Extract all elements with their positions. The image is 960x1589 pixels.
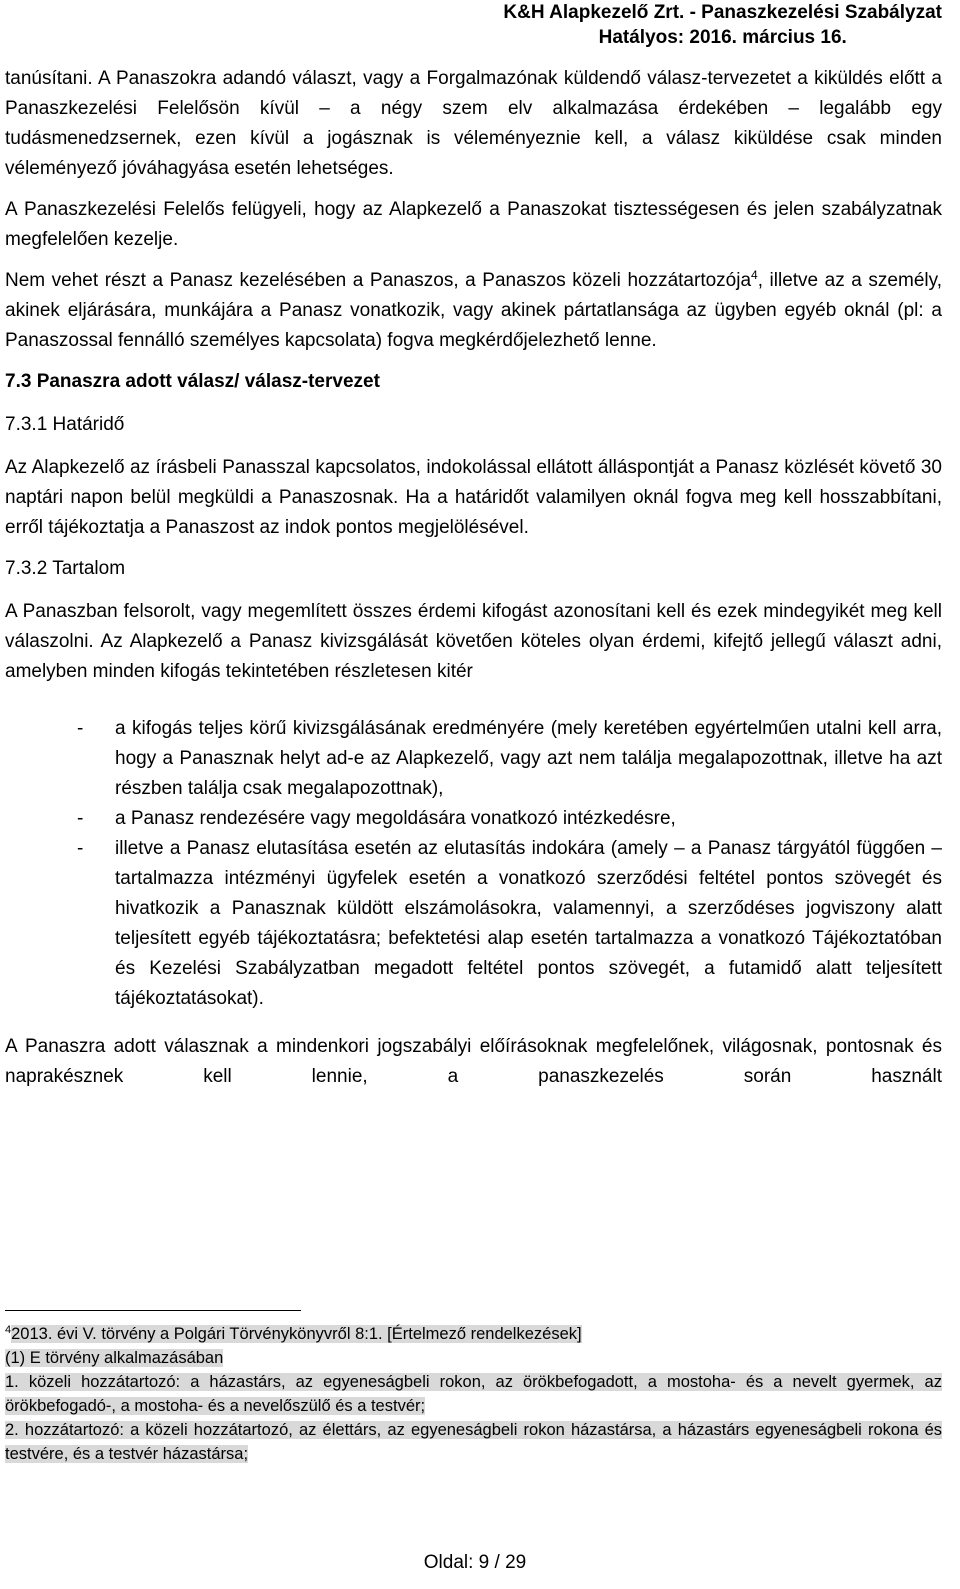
footnote-item-1-text: 1. közeli hozzátartozó: a házastárs, az egyeneságbeli rokon, az örökbefogadott, a mostoha- és a nevelt gyermek, az örökbefogadó-, a mostoha- és a nevelőszülő és a testvér; bbox=[5, 1373, 942, 1415]
section-heading-7-3: 7.3 Panaszra adott válasz/ válasz-tervezet bbox=[5, 371, 380, 392]
paragraph-review: tanúsítani. A Panaszokra adandó választ, vagy a Forgalmazónak küldendő válasz-tervezetet a kiküldés előtt a Panaszkezelési Felelősön kívül – a négy szem elv alkalmazása érdekében – legalább egy tudásmenedzsernek, ezen kívül a jogásznak is véleményeznie kell, a válasz kiküldése csak minden véleményező jóváhagyása esetén lehetséges. bbox=[5, 68, 942, 179]
list-item bbox=[5, 804, 942, 834]
subsection-heading-7-3-2: 7.3.2 Tartalom bbox=[5, 558, 126, 579]
paragraph-exclusion bbox=[5, 266, 942, 356]
paragraph-response-quality: A Panaszra adott válasznak a mindenkori jogszabályi előírásoknak megfelelőnek, világosnak, pontosnak és naprakésznek kell lennie, a panaszkezelés során használt bbox=[5, 1036, 942, 1087]
list-item-text: illetve a Panasz elutasítása esetén az elutasítás indokára (amely – a Panasz tárgyától függően – tartalmazza intézményi ügyfelek esetén a vonatkozó szerződési feltétel pontos szövegét és hivatkozik a Panasznak küldött elszámolásokra, valamennyi, a szerződéses jogviszony alatt teljesített egyéb tájékoztatásra; befektetési alap esetén tartalmazza a vonatkozó Tájékoztatóban és Kezelési Szabályzatban megadott feltétel pontos szövegét, a futamidő alatt teljesített tájékoztatásokat). bbox=[115, 838, 942, 1009]
list-dash: - bbox=[77, 808, 84, 829]
page-number bbox=[0, 1548, 960, 1578]
list-dash: - bbox=[77, 838, 84, 859]
paragraph-content: A Panaszban felsorolt, vagy megemlített összes érdemi kifogást azonosítani kell és ezek mindegyikét meg kell válaszolni. Az Alapkezelő a Panasz kivizsgálását követően köteles olyan érdemi, kifejtő jellegű választ adni, amelyben minden kifogás tekintetében részletesen kitér bbox=[5, 601, 942, 682]
footnote-title bbox=[5, 1322, 942, 1346]
header-title: K&H Alapkezelő Zrt. - Panaszkezelési Szabályzat bbox=[503, 2, 942, 23]
footnote-reference: 4 bbox=[751, 268, 758, 282]
footnote-title-text: 2013. évi V. törvény a Polgári Törvénykönyvről 8:1. [Értelmező rendelkezések] bbox=[11, 1325, 582, 1343]
exclusion-text-end: , illetve az a személy, akinek eljárására, munkájára a Panasz vonatkozik, vagy akinek pártatlansága az ügyben egyéb oknál (pl: a Panaszossal fennálló személyes kapcsolata) fogva megkérdőjelezhető lenne. bbox=[5, 270, 942, 351]
list-item-text: a Panasz rendezésére vagy megoldására vonatkozó intézkedésre, bbox=[115, 808, 676, 829]
document-header bbox=[503, 0, 942, 50]
list-dash: - bbox=[77, 718, 84, 739]
footnote-item-2 bbox=[5, 1418, 942, 1466]
footnote-item-1 bbox=[5, 1370, 942, 1418]
list-item bbox=[5, 834, 942, 1014]
list-item bbox=[5, 714, 942, 804]
footnotes bbox=[5, 1322, 942, 1466]
response-requirements-list bbox=[5, 714, 942, 1014]
exclusion-text-start: Nem vehet részt a Panasz kezelésében a Panaszos, a Panaszos közeli hozzátartozója bbox=[5, 270, 752, 291]
footnote-number: 4 bbox=[5, 1324, 12, 1336]
footnote-line-text: (1) E törvény alkalmazásában bbox=[5, 1349, 224, 1367]
page-number-label: Oldal: 9 / 29 bbox=[423, 1552, 527, 1573]
subsection-heading-7-3-1: 7.3.1 Határidő bbox=[5, 414, 125, 435]
footnote-item-2-text: 2. hozzátartozó: a közeli hozzátartozó, az élettárs, az egyeneságbeli rokon házastársa, a házastárs egyeneságbeli rokona és testvére, és a testvér házastársa; bbox=[5, 1421, 942, 1463]
paragraph-responsible: A Panaszkezelési Felelős felügyeli, hogy az Alapkezelő a Panaszokat tisztességesen és jelen szabályzatnak megfelelően kezelje. bbox=[5, 199, 942, 250]
header-effective-date: Hatályos: 2016. március 16. bbox=[598, 27, 847, 48]
footnote-line bbox=[5, 1346, 942, 1370]
footnote-separator bbox=[5, 1310, 301, 1311]
list-item-text: a kifogás teljes körű kivizsgálásának eredményére (mely keretében egyértelműen utalni kell arra, hogy a Panasznak helyt ad-e az Alapkezelő, vagy azt nem találja megalapozottnak, illetve ha azt részben találja csak megalapozottnak), bbox=[115, 718, 942, 799]
paragraph-deadline: Az Alapkezelő az írásbeli Panasszal kapcsolatos, indokolással ellátott álláspontját a Panasz közlését követő 30 naptári napon belül megküldi a Panaszosnak. Ha a határidőt valamilyen oknál fogva meg kell hosszabbítani, erről tájékoztatja a Panaszost az indok pontos megjelölésével. bbox=[5, 457, 942, 538]
document-body bbox=[5, 64, 942, 1092]
